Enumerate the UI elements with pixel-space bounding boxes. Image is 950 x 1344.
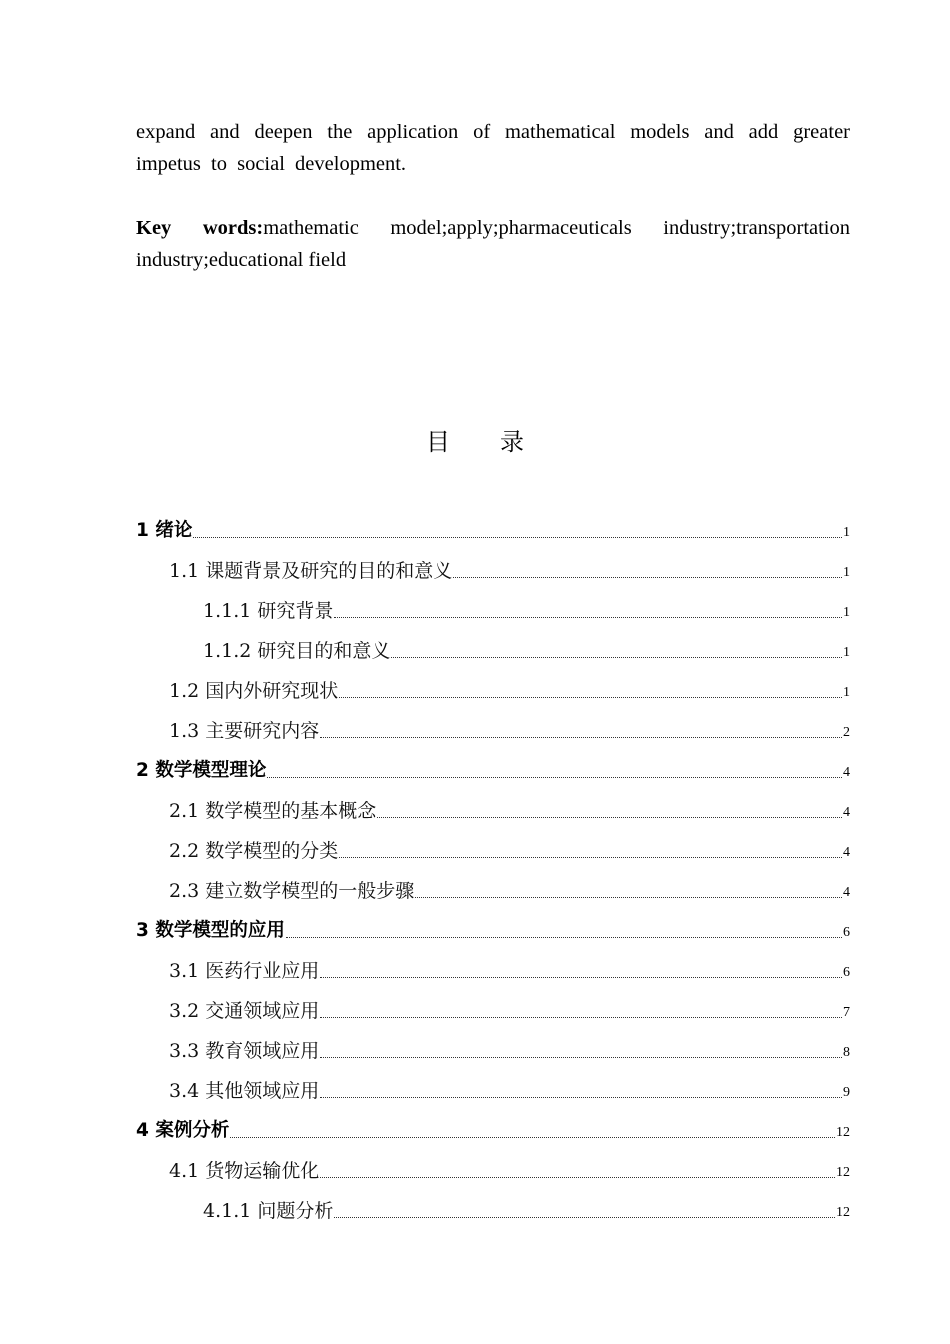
toc-entry-label: 2.2 数学模型的分类 — [169, 840, 339, 862]
toc-entry-label: 1 绪论 — [136, 520, 193, 541]
toc-dot-leader — [286, 936, 842, 938]
table-of-contents — [136, 503, 850, 1223]
keywords-text: mathematic model;apply;pharmaceuticals industry;transportation industry;educational field — [136, 217, 851, 271]
toc-entry-label: 2 数学模型理论 — [136, 760, 267, 781]
toc-entry-page: 6 — [843, 965, 850, 980]
toc-entry-label: 1.3 主要研究内容 — [169, 720, 320, 742]
toc-entry-1-2[interactable] — [136, 663, 850, 703]
toc-dot-leader — [320, 736, 842, 738]
toc-dot-leader — [391, 656, 842, 658]
toc-entry-label: 4 案例分析 — [136, 1120, 230, 1141]
keywords-label: Key words: — [136, 217, 264, 239]
toc-entry-label: 1.1.1 研究背景 — [203, 600, 334, 622]
toc-entry-label: 3.2 交通领域应用 — [169, 1000, 320, 1022]
toc-dot-leader — [320, 1096, 842, 1098]
toc-entry-3-4[interactable] — [136, 1063, 850, 1103]
toc-entry-label: 4.1.1 问题分析 — [203, 1200, 334, 1222]
toc-entry-page: 4 — [843, 765, 850, 780]
toc-entry-label: 3.1 医药行业应用 — [169, 960, 320, 982]
toc-entry-page: 1 — [843, 605, 850, 620]
toc-entry-label: 1.1.2 研究目的和意义 — [203, 640, 391, 662]
toc-entry-chapter-4[interactable] — [136, 1103, 850, 1143]
toc-dot-leader — [320, 1016, 842, 1018]
abstract-text: expand and deepen the application of mathematical models and add greater impetus to social development. — [136, 121, 850, 175]
toc-entry-chapter-3[interactable] — [136, 903, 850, 943]
toc-entry-page: 1 — [843, 685, 850, 700]
toc-entry-page: 4 — [843, 845, 850, 860]
toc-entry-page: 12 — [836, 1125, 850, 1140]
toc-entry-page: 2 — [843, 725, 850, 740]
toc-entry-label: 3.3 教育领域应用 — [169, 1040, 320, 1062]
toc-entry-chapter-2[interactable] — [136, 743, 850, 783]
toc-entry-2-1[interactable] — [136, 783, 850, 823]
toc-entry-3-1[interactable] — [136, 943, 850, 983]
toc-entry-page: 1 — [843, 565, 850, 580]
toc-entry-page: 4 — [843, 885, 850, 900]
toc-entry-label: 1.2 国内外研究现状 — [169, 680, 339, 702]
toc-entry-1-1-1[interactable] — [136, 583, 850, 623]
toc-title-char-2: 录 — [500, 428, 524, 456]
toc-dot-leader — [267, 776, 842, 778]
toc-entry-1-3[interactable] — [136, 703, 850, 743]
toc-entry-2-3[interactable] — [136, 863, 850, 903]
toc-entry-2-2[interactable] — [136, 823, 850, 863]
toc-dot-leader — [320, 1176, 835, 1178]
toc-entry-page: 4 — [843, 805, 850, 820]
toc-entry-label: 4.1 货物运输优化 — [169, 1160, 320, 1182]
toc-dot-leader — [453, 576, 842, 578]
toc-entry-chapter-1[interactable] — [136, 503, 850, 543]
toc-entry-4-1[interactable] — [136, 1143, 850, 1183]
toc-entry-label: 3 数学模型的应用 — [136, 920, 285, 941]
toc-entry-label: 3.4 其他领域应用 — [169, 1080, 320, 1102]
toc-dot-leader — [334, 1216, 835, 1218]
toc-dot-leader — [320, 1056, 842, 1058]
toc-entry-3-3[interactable] — [136, 1023, 850, 1063]
toc-entry-page: 1 — [843, 645, 850, 660]
toc-entry-4-1-1[interactable] — [136, 1183, 850, 1223]
toc-entry-page: 7 — [843, 1005, 850, 1020]
toc-entry-3-2[interactable] — [136, 983, 850, 1023]
toc-entry-page: 6 — [843, 925, 850, 940]
toc-entry-label: 1.1 课题背景及研究的目的和意义 — [169, 560, 453, 582]
toc-dot-leader — [230, 1136, 835, 1138]
toc-entry-page: 12 — [836, 1165, 850, 1180]
toc-entry-page: 9 — [843, 1085, 850, 1100]
toc-dot-leader — [320, 976, 842, 978]
toc-title-char-1: 目 — [426, 428, 450, 456]
toc-title — [0, 424, 950, 460]
abstract-paragraph — [136, 116, 850, 180]
toc-entry-1-1-2[interactable] — [136, 623, 850, 663]
toc-dot-leader — [193, 536, 842, 538]
toc-entry-label: 2.3 建立数学模型的一般步骤 — [169, 880, 415, 902]
toc-entry-label: 2.1 数学模型的基本概念 — [169, 800, 377, 822]
toc-entry-1-1[interactable] — [136, 543, 850, 583]
toc-entry-page: 12 — [836, 1205, 850, 1220]
toc-dot-leader — [339, 856, 842, 858]
toc-dot-leader — [339, 696, 842, 698]
toc-dot-leader — [377, 816, 842, 818]
toc-dot-leader — [334, 616, 842, 618]
toc-entry-page: 1 — [843, 525, 850, 540]
keywords-paragraph — [136, 212, 850, 276]
toc-entry-page: 8 — [843, 1045, 850, 1060]
toc-dot-leader — [415, 896, 842, 898]
